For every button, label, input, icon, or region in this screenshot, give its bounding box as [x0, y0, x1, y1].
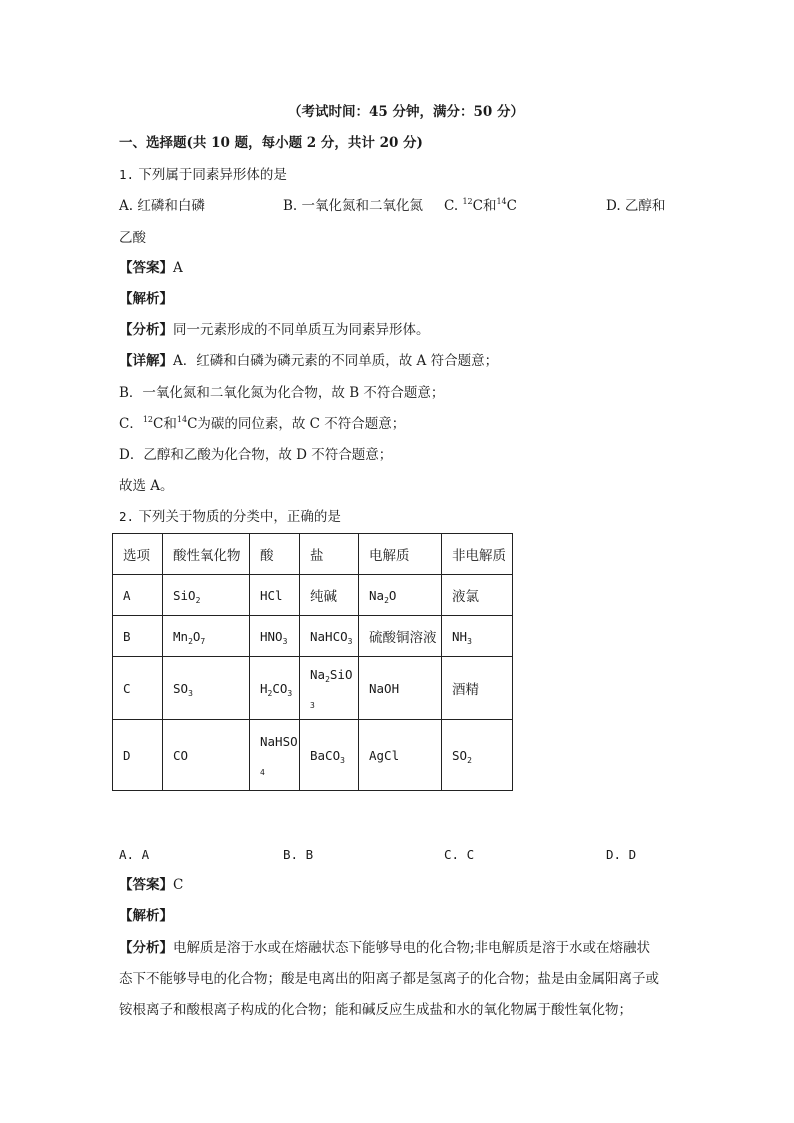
table-row	[113, 657, 513, 720]
table-row	[113, 720, 513, 791]
subscript: 4	[260, 768, 265, 777]
table-cell	[163, 657, 250, 720]
q1-option-d-cont: 乙酸	[119, 230, 146, 246]
subscript: 3	[340, 755, 345, 765]
formula: CO	[272, 680, 288, 696]
q2-answer	[119, 876, 183, 894]
table-cell	[300, 616, 359, 657]
mass-number: 14	[496, 197, 507, 206]
q1-option-a: A. 红磷和白磷	[119, 198, 205, 214]
formula: O	[388, 587, 397, 603]
formula: Na	[310, 667, 326, 682]
table-cell: AgCl	[359, 720, 442, 791]
table-cell: HCl	[250, 575, 300, 616]
subscript: 2	[325, 675, 330, 684]
table-cell	[250, 720, 300, 791]
formula: NaHCO	[310, 628, 348, 644]
q2-analysis-label: 【解析】	[119, 908, 173, 924]
subscript: 3	[287, 688, 293, 698]
q1-option-d: D. 乙醇和	[606, 198, 666, 214]
subscript: 3	[347, 636, 353, 646]
detail-c-prefix: C．	[119, 416, 143, 432]
q2-fenxi-line2: 态下不能够导电的化合物；酸是电离出的阳离子都是氢离子的化合物；盐是由金属阳离子或	[119, 971, 659, 987]
table-row	[113, 616, 513, 657]
element-symbol: C	[506, 198, 517, 214]
formula: SO	[452, 747, 468, 763]
conjunction: 和	[482, 198, 497, 214]
formula: Mn	[173, 628, 189, 644]
header-cell: 选项	[113, 534, 163, 575]
mass-number: 12	[462, 197, 473, 206]
subscript: 2	[384, 595, 389, 605]
fenxi-label: 【分析】	[119, 322, 173, 338]
q1-answer	[119, 259, 183, 277]
table-cell	[442, 616, 513, 657]
formula: NH	[452, 628, 468, 644]
question-stem: 下列关于物质的分类中，正确的是	[138, 509, 341, 525]
q2-fenxi-line1	[119, 939, 650, 957]
detail-text: A．红磷和白磷为磷元素的不同单质，故 A 符合题意；	[173, 353, 499, 369]
subscript: 2	[188, 636, 193, 646]
subscript: 3	[310, 701, 315, 710]
formula: HNO	[260, 628, 283, 644]
table-cell: 液氯	[442, 575, 513, 616]
formula: H	[260, 680, 268, 696]
q1-fenxi	[119, 321, 430, 339]
table-cell: A	[113, 575, 163, 616]
header-cell: 非电解质	[442, 534, 513, 575]
table-cell	[359, 575, 442, 616]
formula: SiO	[173, 587, 196, 603]
table-row	[113, 575, 513, 616]
element-symbol: C	[153, 416, 164, 432]
q1-detail-d: D．乙醇和乙酸为化合物，故 D 不符合题意；	[119, 447, 393, 463]
table-cell	[250, 616, 300, 657]
table-cell: D	[113, 720, 163, 791]
table-cell: 纯碱	[300, 575, 359, 616]
table-cell	[300, 720, 359, 791]
q1-detail-b: B．一氧化氮和二氧化氮为化合物，故 B 不符合题意；	[119, 385, 445, 401]
table-cell: C	[113, 657, 163, 720]
mass-number: 14	[176, 415, 188, 424]
subscript: 2	[467, 755, 472, 765]
fenxi-label: 【分析】	[119, 940, 173, 956]
table-header-row	[113, 534, 513, 575]
q1-detail-a	[119, 352, 498, 370]
table-cell	[250, 657, 300, 720]
answer-label: 【答案】	[119, 877, 173, 893]
header-cell: 盐	[300, 534, 359, 575]
q1-conclusion: 故选 A。	[119, 478, 174, 494]
option-c-prefix: C.	[444, 198, 459, 214]
q2-option-a: A. A	[119, 847, 150, 862]
q2-option-c: C. C	[444, 847, 475, 862]
question-2	[119, 508, 341, 526]
question-1	[119, 166, 287, 184]
table-cell: B	[113, 616, 163, 657]
q1-analysis-label: 【解析】	[119, 291, 173, 307]
subscript: 2	[267, 688, 273, 698]
subscript: 3	[188, 688, 193, 698]
formula: O	[192, 628, 201, 644]
q2-fenxi-line3: 铵根离子和酸根离子构成的化合物；能和碱反应生成盐和水的氧化物属于酸性氧化物；	[119, 1002, 632, 1018]
table-cell: CO	[163, 720, 250, 791]
mass-number: 12	[142, 415, 154, 424]
answer-value: C	[173, 877, 184, 893]
conjunction: 和	[163, 416, 177, 432]
exam-info: （考试时间：45 分钟，满分：50 分）	[288, 104, 524, 120]
q1-detail-c	[119, 415, 405, 433]
table-cell: 硫酸铜溶液	[359, 616, 442, 657]
table-cell: 酒精	[442, 657, 513, 720]
detail-c-text: C为碳的同位素，故 C 不符合题意；	[187, 416, 406, 432]
table-cell	[442, 720, 513, 791]
fenxi-text: 同一元素形成的不同单质互为同素异形体。	[173, 322, 430, 338]
subscript: 2	[195, 595, 201, 605]
q1-option-b: B. 一氧化氮和二氧化氮	[283, 198, 424, 214]
question-number: 1.	[119, 167, 135, 182]
question-stem: 下列属于同素异形体的是	[138, 167, 287, 183]
q1-option-c	[444, 197, 517, 215]
header-cell: 酸	[250, 534, 300, 575]
table-cell	[163, 616, 250, 657]
table-cell: NaOH	[359, 657, 442, 720]
subscript: 7	[200, 636, 206, 646]
table-cell	[300, 657, 359, 720]
q2-option-b: B. B	[283, 847, 314, 862]
formula: BaCO	[310, 747, 341, 763]
fenxi-text: 电解质是溶于水或在熔融状态下能够导电的化合物;非电解质是溶于水或在熔融状	[173, 940, 651, 956]
answer-label: 【答案】	[119, 260, 173, 276]
formula: SO	[173, 680, 189, 696]
header-cell: 电解质	[359, 534, 442, 575]
table-cell	[163, 575, 250, 616]
answer-value: A	[173, 260, 183, 276]
formula: SiO	[329, 667, 353, 682]
question-number: 2.	[119, 509, 135, 524]
subscript: 3	[467, 636, 472, 646]
formula: NaHSO	[260, 734, 298, 749]
formula: Na	[369, 587, 385, 603]
element-symbol: C	[472, 198, 483, 214]
detail-label: 【详解】	[119, 353, 173, 369]
header-cell: 酸性氧化物	[163, 534, 250, 575]
section-title: 一、选择题(共 10 题，每小题 2 分，共计 20 分)	[119, 135, 423, 151]
subscript: 3	[282, 636, 288, 646]
classification-table	[112, 533, 513, 791]
q2-option-d: D. D	[606, 847, 637, 862]
